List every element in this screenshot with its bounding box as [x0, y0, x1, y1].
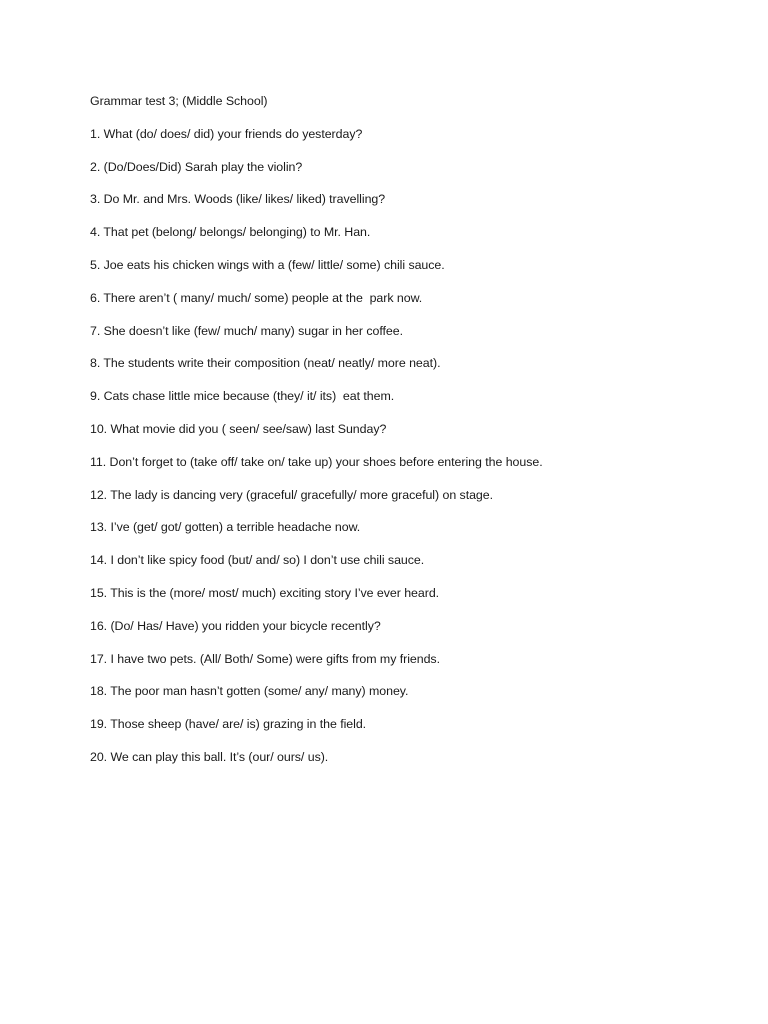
document-title: Grammar test 3; (Middle School)	[90, 94, 268, 108]
question-3: 3. Do Mr. and Mrs. Woods (like/ likes/ liked) travelling?	[90, 192, 386, 207]
question-8: 8. The students write their composition (neat/ neatly/ more neat).	[90, 356, 441, 371]
question-13: 13. I’ve (get/ got/ gotten) a terrible headache now.	[90, 520, 361, 535]
question-14: 14. I don’t like spicy food (but/ and/ so) I don’t use chili sauce.	[90, 553, 425, 568]
question-9: 9. Cats chase little mice because (they/ it/ its) eat them.	[90, 389, 395, 404]
question-20: 20. We can play this ball. It’s (our/ ours/ us).	[90, 749, 329, 764]
question-7: 7. She doesn’t like (few/ much/ many) sugar in her coffee.	[90, 323, 403, 338]
document-body	[90, 93, 730, 782]
question-12: 12. The lady is dancing very (graceful/ gracefully/ more graceful) on stage.	[90, 487, 494, 502]
question-17: 17. I have two pets. (All/ Both/ Some) were gifts from my friends.	[90, 651, 440, 666]
question-10: 10. What movie did you ( seen/ see/saw) last Sunday?	[90, 421, 387, 436]
question-19: 19. Those sheep (have/ are/ is) grazing in the field.	[90, 717, 367, 732]
question-4: 4. That pet (belong/ belongs/ belonging) to Mr. Han.	[90, 225, 371, 240]
question-16: 16. (Do/ Has/ Have) you ridden your bicycle recently?	[90, 618, 381, 633]
question-6: 6. There aren’t ( many/ much/ some) people at the park now.	[90, 290, 423, 305]
question-11: 11. Don’t forget to (take off/ take on/ take up) your shoes before entering the house.	[90, 454, 543, 469]
question-18: 18. The poor man hasn’t gotten (some/ any/ many) money.	[90, 684, 409, 699]
question-15: 15. This is the (more/ most/ much) exciting story I’ve ever heard.	[90, 585, 440, 600]
question-1: 1. What (do/ does/ did) your friends do yesterday?	[90, 126, 363, 141]
question-5: 5. Joe eats his chicken wings with a (few/ little/ some) chili sauce.	[90, 257, 445, 272]
question-2: 2. (Do/Does/Did) Sarah play the violin?	[90, 159, 303, 174]
